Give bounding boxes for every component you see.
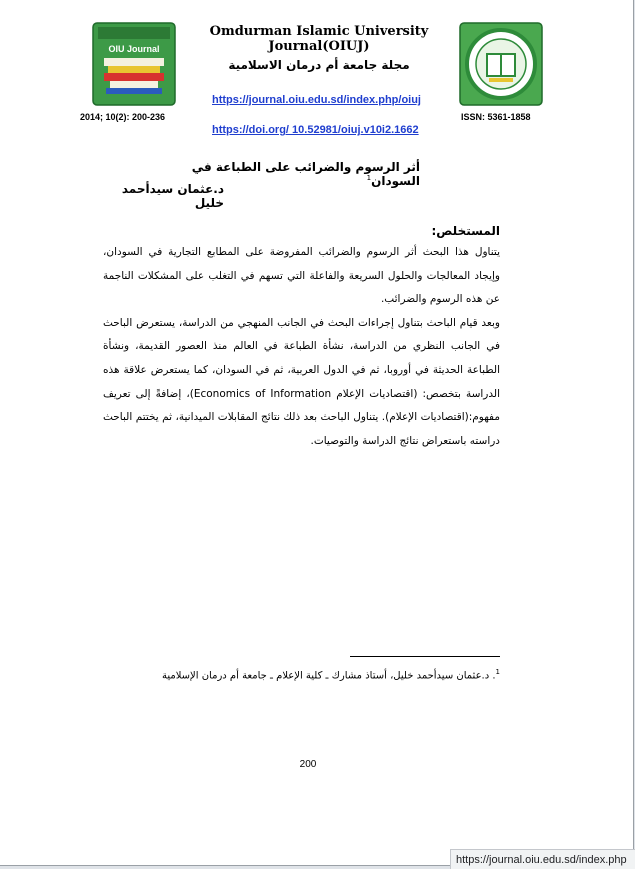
page-number: 200 bbox=[299, 759, 317, 770]
article-title-text: أثر الرسوم والضرائب على الطباعة في السودان bbox=[191, 160, 420, 188]
abstract-paragraph: وبعد قيام الباحث بتناول إجراءات البحث في الجانب المنهجي من الدراسة، يستعرض الباحث في الجانب النظري من الدراسة، نشأة الطباعة في العالم منذ العصور القديمة، ونشأة الطباعة الحديثة في أوروبا، ثم في الدول العربية، ثم في السودان، كما يستعرض علاقة هذه الدراسة بتخصص: (اقتصاديات الإعلام Economics of Information)، إضافةً إلى تعريف مفهوم:(اقتصاديات الإعلام). يتناول الباحث بعد ذلك نتائج المقابلات الميدانية، ثم يختتم الباحث دراسته باستعراض نتائج الدراسة والتوصيات. bbox=[103, 316, 500, 447]
journal-logo bbox=[92, 22, 176, 106]
abstract-paragraph: يتناول هذا البحث أثر الرسوم والضرائب المفروضة على المطابع التجارية في السودان، وإيجاد المعالجات والحلول السريعة والفاعلة التي تسهم في التغلب على المشكلات الناجمة عن هذه الرسوم والضرائب. bbox=[103, 246, 500, 306]
footnote-divider bbox=[350, 656, 500, 657]
issn: ISSN: 5361-1858 bbox=[461, 112, 531, 122]
university-logo bbox=[459, 22, 543, 106]
link-status-url: https://journal.oiu.edu.sd/index.php bbox=[450, 849, 635, 869]
footnote-marker: 1 bbox=[495, 668, 500, 676]
journal-title-ar: مجلة جامعة أم درمان الاسلامية bbox=[228, 58, 410, 72]
footnote bbox=[150, 662, 500, 686]
journal-url-link[interactable]: https://journal.oiu.edu.sd/index.php/oiuj bbox=[212, 94, 421, 106]
university-seal-icon bbox=[467, 30, 535, 98]
footnote-text: . د.عثمان سيدأحمد خليل، أستاذ مشارك ـ كلية الإعلام ـ جامعة أم درمان الإسلامية bbox=[161, 670, 496, 682]
citation: 2014; 10(2): 200-236 bbox=[80, 112, 166, 122]
abstract-heading: المستخلص: bbox=[431, 224, 500, 238]
abstract-body bbox=[103, 241, 500, 453]
books-icon bbox=[104, 58, 164, 94]
title-footnote-marker[interactable]: 1 bbox=[366, 174, 372, 182]
journal-title-en: Omdurman Islamic University Journal(OIUJ) bbox=[209, 24, 429, 54]
logo-left-label: OIU Journal bbox=[108, 44, 160, 54]
doi-link[interactable]: https://doi.org/ 10.52981/oiuj.v10i2.1662 bbox=[212, 124, 419, 136]
author-name: د.عثمان سيدأحمد خليل bbox=[121, 182, 224, 210]
